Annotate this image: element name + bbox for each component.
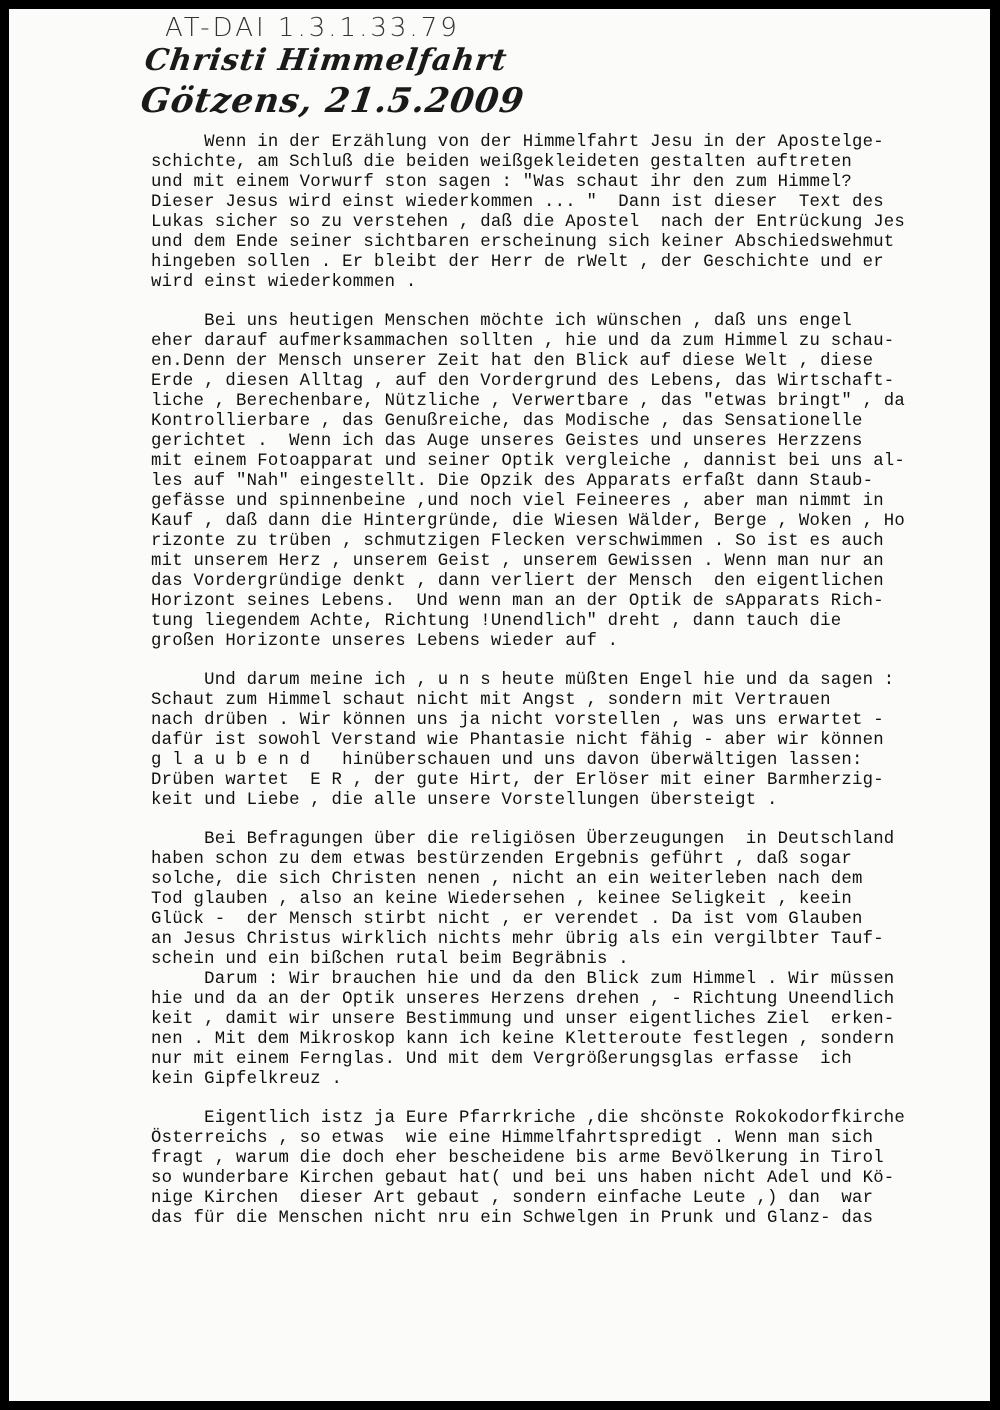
text-line: g l a u b e n d hinüberschauen und uns davon überwältigen lassen: [151, 751, 863, 770]
text-line: Bei Befragungen über die religiösen Überzeugungen in Deutschland [151, 830, 895, 849]
text-line: so wunderbare Kirchen gebaut hat( und bei uns haben nicht Adel und Kö- [151, 1169, 895, 1188]
handwritten-place-date: Götzens, 21.5.2009 [138, 81, 527, 121]
text-line: nach drüben . Wir können uns ja nicht vorstellen , was uns erwartet - [151, 711, 884, 730]
text-line: Drüben wartet E R , der gute Hirt, der Erlöser mit einer Barmherzig- [151, 771, 884, 790]
text-line: und mit einem Vorwurf ston sagen : "Was schaut ihr den zum Himmel? [151, 173, 852, 192]
text-line: Horizont seines Lebens. Und wenn man an der Optik de sApparats Rich- [151, 592, 884, 611]
paragraph [151, 830, 990, 1090]
text-line: wird einst wiederkommen . [151, 273, 417, 292]
text-line: und dem Ende seiner sichtbaren erscheinung sich keiner Abschiedswehmut [151, 233, 895, 252]
text-line: eher darauf aufmerksammachen sollten , hie und da zum Himmel zu schau- [151, 332, 895, 351]
text-line: Wenn in der Erzählung von der Himmelfahrt Jesu in der Apostelge- [151, 133, 884, 152]
text-line: haben schon zu dem etwas bestürzenden Ergebnis geführt , daß sogar [151, 850, 852, 869]
text-line: Dieser Jesus wird einst wiederkommen ... " Dann ist dieser Text des [151, 193, 884, 212]
text-line: Kauf , daß dann die Hintergründe, die Wiesen Wälder, Berge , Woken , Ho [151, 512, 906, 531]
text-line: dafür ist sowohl Verstand wie Phantasie nicht fähig - aber wir können [151, 731, 884, 750]
text-line: Schaut zum Himmel schaut nicht mit Angst , sondern mit Vertrauen [151, 691, 831, 710]
archive-number: AT-DAI 1.3.1.33.79 [165, 13, 460, 43]
text-line: Tod glauben , also an keine Wiedersehen , keinee Seligkeit , keein [151, 890, 852, 909]
text-line: Und darum meine ich , u n s heute müßten Engel hie und da sagen : [151, 671, 895, 690]
text-line: Kontrollierbare , das Genußreiche, das Modische , das Sensationelle [151, 412, 863, 431]
text-line: Lukas sicher so zu verstehen , daß die Apostel nach der Entrückung Jes [151, 213, 906, 232]
text-line: das für die Menschen nicht nru ein Schwelgen in Prunk und Glanz- das [151, 1209, 874, 1228]
paragraph [151, 671, 990, 811]
text-line: keit und Liebe , die alle unsere Vorstellungen übersteigt . [151, 791, 778, 810]
text-line: Erde , diesen Alltag , auf den Vordergrund des Lebens, das Wirtschaft- [151, 372, 895, 391]
text-line: solche, die sich Christen nenen , nicht an ein weiterleben nach dem [151, 870, 863, 889]
text-line: gerichtet . Wenn ich das Auge unseres Geistes und unseres Herzzens [151, 432, 863, 451]
text-line: hie und da an der Optik unseres Herzens drehen , - Richtung Uneendlich [151, 990, 895, 1009]
text-line: schein und ein bißchen rutal beim Begräbnis . [151, 950, 629, 969]
text-line: rizonte zu trüben , schmutzigen Flecken verschwimmen . So ist es auch [151, 532, 884, 551]
text-line: an Jesus Christus wirklich nichts mehr übrig als ein vergilbter Tauf- [151, 930, 884, 949]
paragraph [151, 312, 990, 652]
text-line: hingeben sollen . Er bleibt der Herr de rWelt , der Geschichte und er [151, 253, 884, 272]
text-line: Österreichs , so etwas wie eine Himmelfahrtspredigt . Wenn man sich [151, 1129, 874, 1148]
text-line: Bei uns heutigen Menschen möchte ich wünschen , daß uns engel [151, 312, 852, 331]
text-line: kein Gipfelkreuz . [151, 1070, 343, 1089]
text-line: en.Denn der Mensch unserer Zeit hat den Blick auf diese Welt , diese [151, 352, 874, 371]
text-line: les auf "Nah" eingestellt. Die Opzik des Apparats erfaßt dann Staub- [151, 472, 874, 491]
text-line: gefässe und spinnenbeine ,und noch viel Feineeres , aber man nimmt in [151, 492, 884, 511]
text-line: mit unserem Herz , unserem Geist , unserem Gewissen . Wenn man nur an [151, 552, 884, 571]
text-line: Darum : Wir brauchen hie und da den Blick zum Himmel . Wir müssen [151, 970, 895, 989]
text-line: schichte, am Schluß die beiden weißgekleideten gestalten auftreten [151, 153, 852, 172]
text-line: großen Horizonte unseres Lebens wieder auf . [151, 632, 619, 651]
text-line: nur mit einem Fernglas. Und mit dem Vergrößerungsglas erfasse ich [151, 1050, 852, 1069]
handwritten-title: Christi Himmelfahrt [142, 43, 510, 78]
text-line: das Vordergründige denkt , dann verliert der Mensch den eigentlichen [151, 572, 884, 591]
text-line: tung liegendem Achte, Richtung !Unendlich" dreht , dann tauch die [151, 612, 842, 631]
text-line: nen . Mit dem Mikroskop kann ich keine Kletteroute festlegen , sondern [151, 1030, 895, 1049]
paragraph [151, 1109, 990, 1229]
text-line: Eigentlich istz ja Eure Pfarrkriche ,die shcönste Rokokodorfkirche [151, 1109, 906, 1128]
text-line: Glück - der Mensch stirbt nicht , er verendet . Da ist vom Glauben [151, 910, 863, 929]
paragraph [151, 133, 990, 293]
text-line: mit einem Fotoapparat und seiner Optik vergleiche , dannist bei uns al- [151, 452, 906, 471]
typewritten-body [151, 133, 990, 1248]
document-page [9, 9, 990, 1401]
text-line: keit , damit wir unsere Bestimmung und unser eigentliches Ziel erken- [151, 1010, 895, 1029]
text-line: liche , Berechenbare, Nützliche , Verwertbare , das "etwas bringt" , da [151, 392, 906, 411]
text-line: fragt , warum die doch eher bescheidene bis arme Bevölkerung in Tirol [151, 1149, 884, 1168]
text-line: nige Kirchen dieser Art gebaut , sondern einfache Leute ,) dan war [151, 1189, 874, 1208]
